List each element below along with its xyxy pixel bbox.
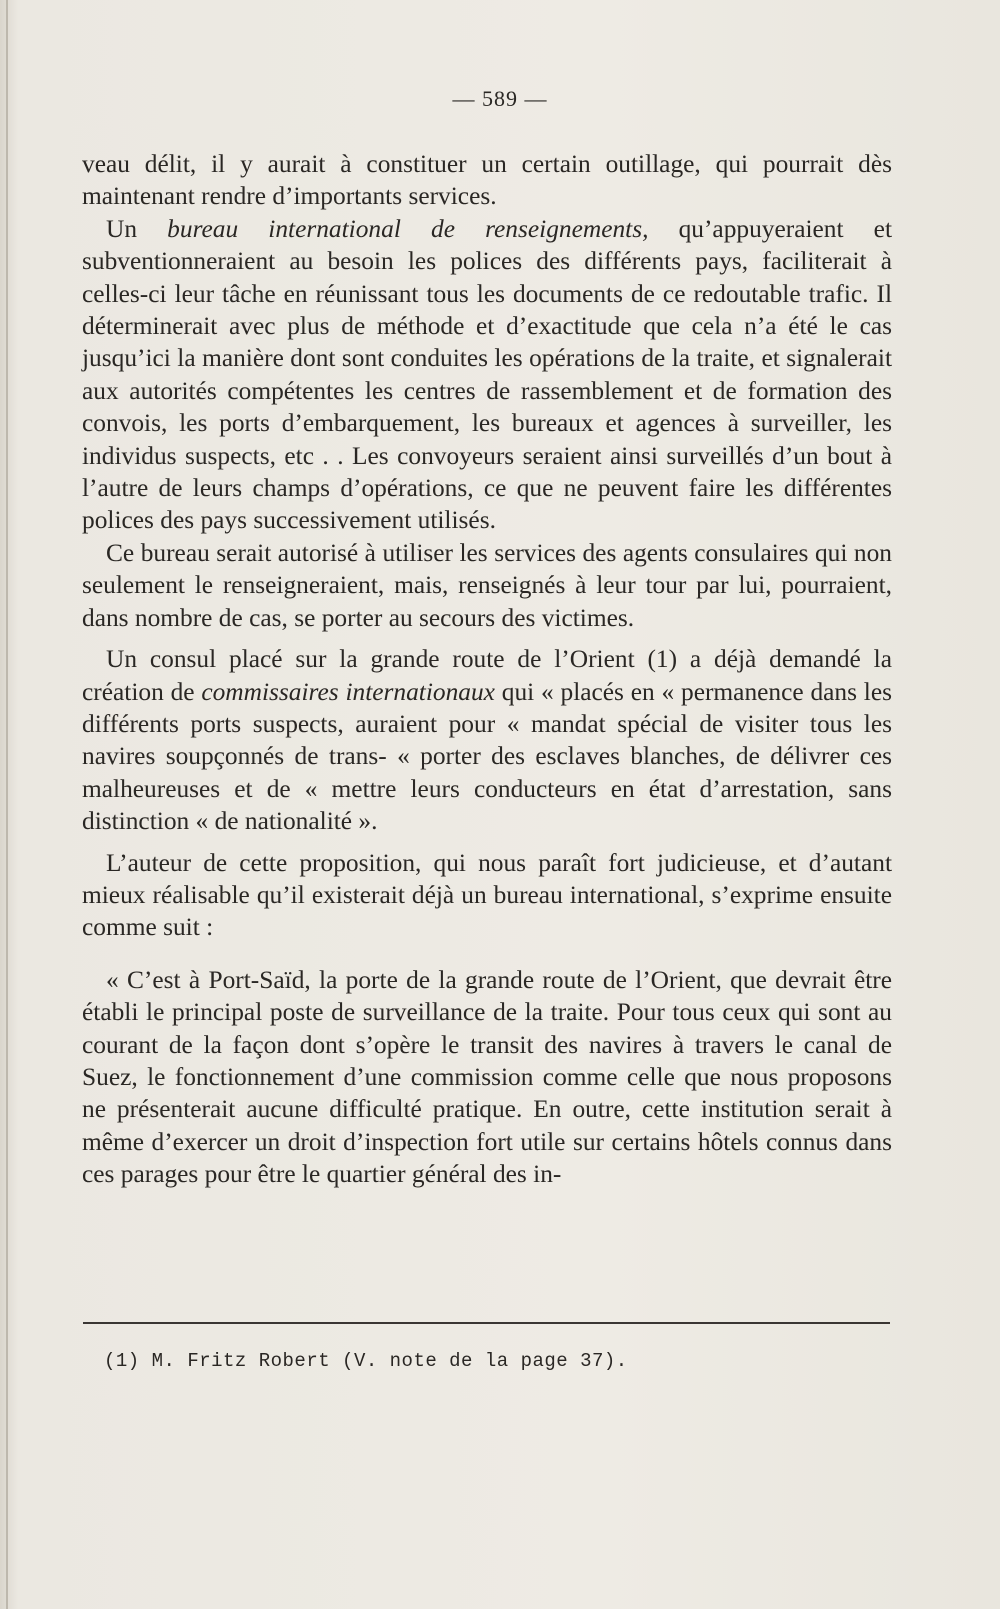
paragraph-4-rest: qui « placés en « permanence dans les différents ports suspects, auraient pour « mandat spécial de visiter tous les navires soupçonnés de trans- « porter des esclaves blanches, de délivrer ces malheureuses et de « mettre leurs conducteurs en état d’arrestation, sans distinction « de nationalité ». xyxy=(82,677,892,836)
paragraph-1: veau délit, il y aurait à constituer un certain outillage, qui pourrait dès maintenant rendre d’importants services. xyxy=(82,150,892,211)
paragraph-2-italic: bureau international de renseignements, xyxy=(167,214,649,243)
paragraph-6-quote: « C’est à Port-Saïd, la porte de la grande route de l’Orient, que devrait être établi le principal poste de surveillance de la traite. Pour tous ceux qui sont au courant de la façon dont s’opère le transit des navires à travers le canal de Suez, le fonctionnement d’une commission comme celle que nous proposons ne présenterait aucune difficulté pratique. En outre, cette institution serait à même d’exercer un droit d’inspection fort utile sur certains hôtels connus dans ces parages pour être le quartier général des in- xyxy=(82,965,892,1189)
page-edge-shadow xyxy=(6,0,8,1609)
paragraph-4 xyxy=(82,643,892,837)
paragraph-4-italic: commissaires internationaux xyxy=(201,677,495,706)
paragraph-2-rest: qu’appuyeraient et subventionneraient au besoin les polices des différents pays, faciliterait à celles-ci leur tâche en réunissant tous les documents de ce redoutable trafic. Il déterminerait avec plus de méthode et d’exactitude que cela n’a été le cas jusqu’ici la manière dont sont conduites les opérations de la traite, et signalerait aux autorités compétentes les centres de rassemblement et de formation des convois, les ports d’embarquement, les bureaux et agences à surveiller, les individus suspects, etc . . Les convoyeurs seraient ainsi surveillés d’un bout à l’autre de leurs champs d’opérations, ce que ne peuvent faire les différentes polices des pays successivement utilisés. xyxy=(82,214,892,535)
paragraph-3: Ce bureau serait autorisé à utiliser les services des agents consulaires qui non seulement le renseigneraient, mais, renseignés à leur tour par lui, pourraient, dans nombre de cas, se porter au secours des victimes. xyxy=(82,538,892,632)
body-text xyxy=(82,148,892,1191)
paragraph-2 xyxy=(82,213,892,537)
page-number: — 589 — xyxy=(452,86,548,111)
paragraph-4-lead: Un consul placé sur la grande route de l’Orient (1) a déjà demandé la création de xyxy=(82,645,892,706)
paragraph-5: L’auteur de cette proposition, qui nous paraît fort judicieuse, et d’autant mieux réalisable qu’il existerait déjà un bureau international, s’exprime ensuite comme suit : xyxy=(82,848,892,942)
paragraph-2-lead: Un xyxy=(106,214,168,243)
footnote-rule xyxy=(83,1322,890,1324)
footnote: (1) M. Fritz Robert (V. note de la page 37). xyxy=(104,1350,628,1372)
